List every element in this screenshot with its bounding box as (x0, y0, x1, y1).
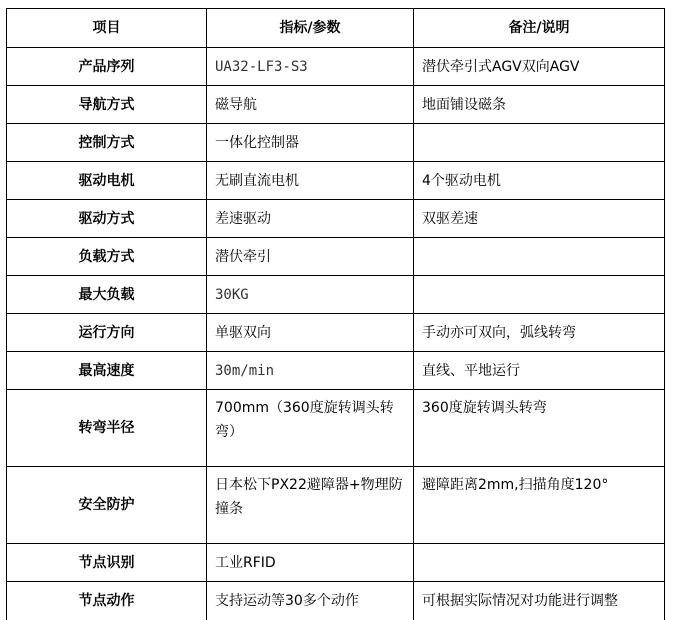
table-row (7, 48, 665, 86)
row-item: 运行方向 (7, 314, 207, 352)
row-item: 导航方式 (7, 86, 207, 124)
row-note (414, 238, 665, 276)
row-item: 最大负载 (7, 276, 207, 314)
table-row (7, 582, 665, 620)
row-item: 驱动电机 (7, 162, 207, 200)
row-note: 手动亦可双向，弧线转弯 (414, 314, 665, 352)
table-row (7, 390, 665, 467)
table-row (7, 352, 665, 390)
table-row (7, 200, 665, 238)
row-item: 负载方式 (7, 238, 207, 276)
row-note: 地面铺设磁条 (414, 86, 665, 124)
row-item: 控制方式 (7, 124, 207, 162)
row-param: 30KG (207, 276, 414, 314)
row-param: 700mm（360度旋转调头转弯） (207, 390, 414, 467)
row-item: 最高速度 (7, 352, 207, 390)
row-param: 日本松下PX22避障器+物理防撞条 (207, 467, 414, 544)
row-param: 磁导航 (207, 86, 414, 124)
header-row (7, 9, 665, 48)
row-param: 单驱双向 (207, 314, 414, 352)
table-row (7, 124, 665, 162)
table-row (7, 86, 665, 124)
row-item: 转弯半径 (7, 390, 207, 467)
row-note: 直线、平地运行 (414, 352, 665, 390)
row-param: 潜伏牵引 (207, 238, 414, 276)
row-param: 支持运动等30多个动作 (207, 582, 414, 620)
table-row (7, 467, 665, 544)
table-row (7, 238, 665, 276)
row-note: 360度旋转调头转弯 (414, 390, 665, 467)
row-item: 节点识别 (7, 544, 207, 582)
spec-table (6, 8, 665, 620)
header-param: 指标/参数 (207, 9, 414, 48)
row-note: 避障距离2mm,扫描角度120° (414, 467, 665, 544)
row-item: 驱动方式 (7, 200, 207, 238)
row-note: 潜伏牵引式AGV双向AGV (414, 48, 665, 86)
table-row (7, 544, 665, 582)
row-note: 4个驱动电机 (414, 162, 665, 200)
header-item: 项目 (7, 9, 207, 48)
row-param: 无刷直流电机 (207, 162, 414, 200)
table-row (7, 162, 665, 200)
row-item: 安全防护 (7, 467, 207, 544)
table-row (7, 276, 665, 314)
row-item: 产品序列 (7, 48, 207, 86)
table-row (7, 314, 665, 352)
row-param: 30m/min (207, 352, 414, 390)
row-note: 双驱差速 (414, 200, 665, 238)
header-note: 备注/说明 (414, 9, 665, 48)
row-note (414, 124, 665, 162)
row-param: 差速驱动 (207, 200, 414, 238)
row-note: 可根据实际情况对功能进行调整 (414, 582, 665, 620)
row-note (414, 544, 665, 582)
row-param: UA32-LF3-S3 (207, 48, 414, 86)
row-param: 工业RFID (207, 544, 414, 582)
row-note (414, 276, 665, 314)
row-param: 一体化控制器 (207, 124, 414, 162)
row-item: 节点动作 (7, 582, 207, 620)
